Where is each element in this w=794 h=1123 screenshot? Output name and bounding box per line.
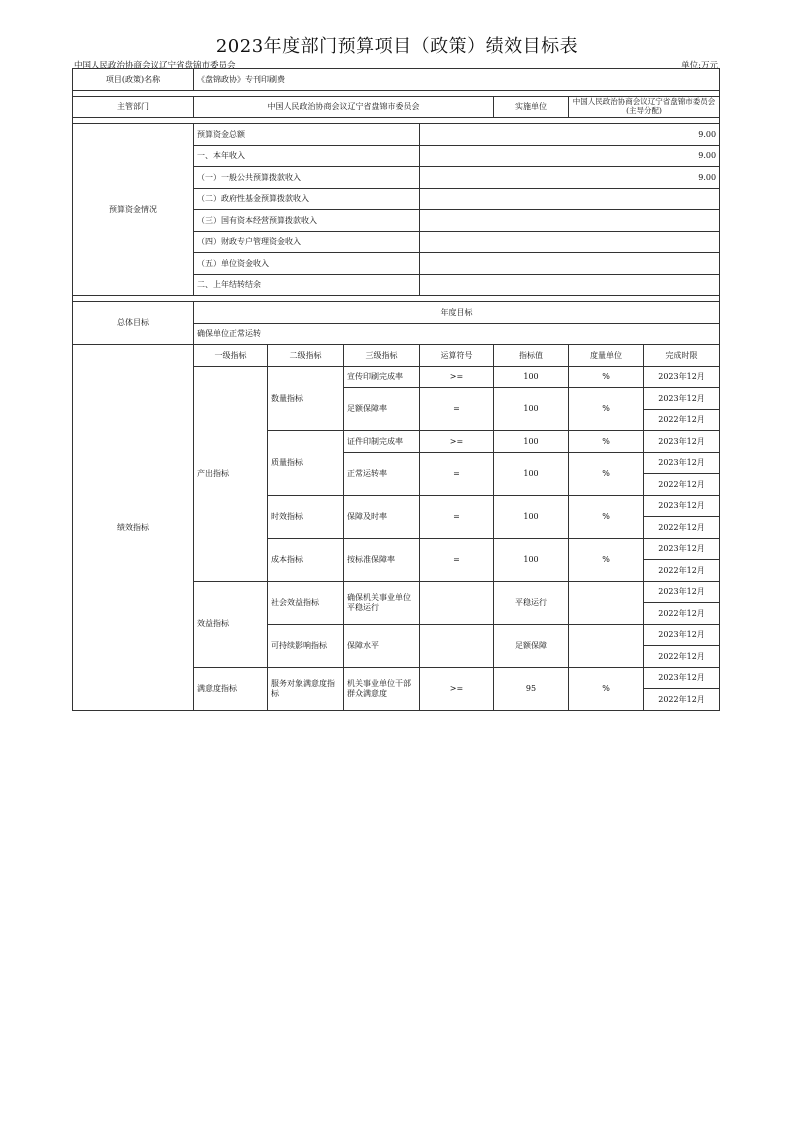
operator-cell: = (420, 452, 494, 495)
level2-timeliness: 时效指标 (268, 495, 344, 538)
value-cell: 100 (494, 538, 569, 581)
unit-cell: % (569, 388, 644, 431)
operator-cell: = (420, 388, 494, 431)
level3-cell: 保障水平 (344, 624, 420, 667)
level3-cell: 机关事业单位干部群众满意度 (344, 667, 420, 710)
operator-cell: >= (420, 431, 494, 453)
budget-row-name: 一、本年收入 (194, 145, 420, 167)
level1-output: 产出指标 (194, 366, 268, 581)
operator-cell: >= (420, 667, 494, 710)
deadline-cell: 2022年12月 (644, 603, 720, 625)
operator-cell: = (420, 495, 494, 538)
deadline-cell: 2023年12月 (644, 495, 720, 517)
unit-cell: % (569, 538, 644, 581)
level1-benefit: 效益指标 (194, 581, 268, 667)
perf-label: 绩效指标 (73, 345, 194, 711)
budget-row-name: （三）国有资本经营预算拨款收入 (194, 210, 420, 232)
perf-header: 度量单位 (569, 345, 644, 367)
budget-row-value: 9.00 (420, 145, 720, 167)
deadline-cell: 2022年12月 (644, 474, 720, 496)
unit-cell (569, 581, 644, 624)
level3-cell: 宣传印刷完成率 (344, 366, 420, 388)
org-name: 中国人民政治协商会议辽宁省盘锦市委员会 (74, 61, 236, 71)
budget-row-name: （四）财政专户管理资金收入 (194, 231, 420, 253)
level2-sustainable: 可持续影响指标 (268, 624, 344, 667)
impl-value: 中国人民政治协商会议辽宁省盘锦市委员会(主导分配) (569, 96, 720, 118)
level1-satisfaction: 满意度指标 (194, 667, 268, 710)
dept-value: 中国人民政治协商会议辽宁省盘锦市委员会 (194, 96, 494, 118)
unit-cell: % (569, 452, 644, 495)
level3-cell: 证件印制完成率 (344, 431, 420, 453)
perf-header: 二级指标 (268, 345, 344, 367)
deadline-cell: 2023年12月 (644, 452, 720, 474)
value-cell: 100 (494, 366, 569, 388)
budget-row-name: （五）单位资金收入 (194, 253, 420, 275)
unit-cell: % (569, 431, 644, 453)
deadline-cell: 2022年12月 (644, 646, 720, 668)
deadline-cell: 2023年12月 (644, 538, 720, 560)
level2-quantity: 数量指标 (268, 366, 344, 431)
deadline-cell: 2023年12月 (644, 431, 720, 453)
perf-header: 一级指标 (194, 345, 268, 367)
budget-row-name: （二）政府性基金预算拨款收入 (194, 188, 420, 210)
deadline-cell: 2022年12月 (644, 517, 720, 539)
level3-cell: 按标准保障率 (344, 538, 420, 581)
value-cell: 100 (494, 431, 569, 453)
deadline-cell: 2022年12月 (644, 560, 720, 582)
level2-social: 社会效益指标 (268, 581, 344, 624)
level3-cell: 足额保障率 (344, 388, 420, 431)
budget-row-value (420, 188, 720, 210)
operator-cell: >= (420, 366, 494, 388)
budget-row-name: 二、上年结转结余 (194, 274, 420, 296)
budget-row-name: （一）一般公共预算拨款收入 (194, 167, 420, 189)
dept-label: 主管部门 (73, 96, 194, 118)
performance-table (72, 68, 720, 711)
budget-row-value: 9.00 (420, 124, 720, 146)
unit-cell: % (569, 495, 644, 538)
perf-header: 完成时限 (644, 345, 720, 367)
budget-label: 预算资金情况 (73, 124, 194, 296)
unit-cell (569, 624, 644, 667)
page-title: 2023年度部门预算项目（政策）绩效目标表 (215, 36, 579, 57)
budget-row-value (420, 253, 720, 275)
level3-cell: 确保机关事业单位平稳运行 (344, 581, 420, 624)
deadline-cell: 2023年12月 (644, 366, 720, 388)
level3-cell: 正常运转率 (344, 452, 420, 495)
project-name-value: 《盘锦政协》专刊印刷费 (194, 69, 720, 91)
budget-row-name: 预算资金总额 (194, 124, 420, 146)
operator-cell: = (420, 538, 494, 581)
level2-service-satisfaction: 服务对象满意度指标 (268, 667, 344, 710)
value-cell: 足额保障 (494, 624, 569, 667)
level3-cell: 保障及时率 (344, 495, 420, 538)
value-cell: 95 (494, 667, 569, 710)
impl-label: 实施单位 (494, 96, 569, 118)
value-cell: 100 (494, 388, 569, 431)
budget-row-value (420, 274, 720, 296)
value-cell: 100 (494, 452, 569, 495)
goal-label: 总体目标 (73, 302, 194, 345)
goal-header: 年度目标 (194, 302, 720, 324)
deadline-cell: 2023年12月 (644, 581, 720, 603)
perf-header: 指标值 (494, 345, 569, 367)
value-cell: 平稳运行 (494, 581, 569, 624)
project-name-label: 项目(政策)名称 (73, 69, 194, 91)
goal-text: 确保单位正常运转 (194, 323, 720, 345)
perf-header: 三级指标 (344, 345, 420, 367)
unit-cell: % (569, 366, 644, 388)
value-cell: 100 (494, 495, 569, 538)
operator-cell (420, 581, 494, 624)
budget-row-value: 9.00 (420, 167, 720, 189)
level2-quality: 质量指标 (268, 431, 344, 496)
deadline-cell: 2023年12月 (644, 624, 720, 646)
budget-row-value (420, 210, 720, 232)
perf-header: 运算符号 (420, 345, 494, 367)
deadline-cell: 2023年12月 (644, 667, 720, 689)
deadline-cell: 2022年12月 (644, 409, 720, 431)
budget-row-value (420, 231, 720, 253)
deadline-cell: 2022年12月 (644, 689, 720, 711)
deadline-cell: 2023年12月 (644, 388, 720, 410)
unit-cell: % (569, 667, 644, 710)
level2-cost: 成本指标 (268, 538, 344, 581)
operator-cell (420, 624, 494, 667)
unit-label: 单位:万元 (681, 61, 718, 71)
